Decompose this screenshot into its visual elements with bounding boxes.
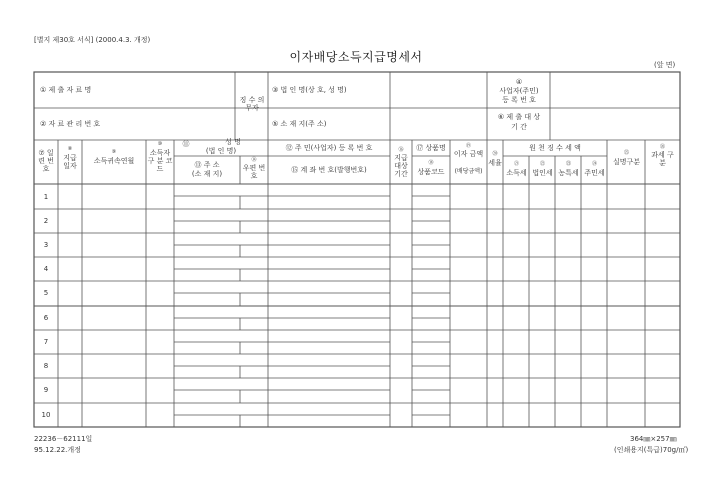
withholder-label: 징 수 의무자 [239, 96, 265, 112]
footer-revised: 95.12.22.개정 [34, 446, 81, 454]
col-resident-no: ⑫ 주 민(사업자) 등 록 번 호 [285, 144, 373, 152]
col-wh-income-num: ㉑ [513, 161, 519, 167]
col-income-attr: 소득귀속연월 [93, 157, 135, 165]
period-label-1: ⑥ 제 출 대 상 [497, 113, 541, 121]
col-tax-class: 과세 구분 [651, 151, 674, 167]
submitter-label: ① 제 출 자 료 명 [40, 86, 92, 94]
row-number: 2 [43, 217, 49, 225]
col-wh-income: 소득세 [506, 169, 527, 177]
row-number: 1 [43, 193, 49, 201]
col-interest-sub: (배당금액) [454, 168, 483, 175]
row-number: 9 [43, 386, 49, 394]
col-income-num: ⑨ [111, 149, 117, 155]
col-pay-date: 지급 일자 [63, 154, 77, 170]
col-tax-rate: 세율 [488, 159, 502, 167]
row-number: 3 [43, 241, 49, 249]
col-wh-farm-num: ㉓ [565, 161, 571, 167]
col-wh-farm: 농특세 [558, 169, 579, 177]
col-withholding: 원 천 징 수 세 액 [529, 144, 581, 152]
col-postal: 우편 번호 [242, 164, 266, 180]
col-real-name: 실명구분 [612, 158, 641, 166]
col-serial-no: ⑦ 일련 번호 [38, 149, 54, 173]
col-wh-corp: 법인세 [532, 169, 553, 177]
row-number: 7 [43, 338, 49, 346]
col-name: 성 명 [225, 138, 241, 146]
footer-size: 364㎜×257㎜ [630, 435, 677, 443]
col-product-code: 상품코드 [417, 168, 445, 176]
col-wh-resident: 주민세 [584, 169, 605, 177]
col-wh-resident-num: ㉔ [591, 161, 597, 167]
col-pay-date-num: ⑧ [67, 146, 73, 152]
biz-no-label-1: 사업자(주민) [499, 87, 539, 95]
col-address-sub: (소 재 지) [191, 170, 223, 178]
col-name-num: ⑪ [182, 140, 190, 148]
col-real-name-num: ㉕ [623, 150, 629, 156]
col-interest: 이자 금액 [453, 150, 484, 158]
col-tax-rate-num: ⑳ [492, 151, 498, 157]
row-number: 5 [43, 289, 49, 297]
row-number: 8 [43, 362, 49, 370]
row-number: 10 [41, 411, 51, 419]
col-name-sub: (법 인 명) [205, 147, 237, 155]
period-label-2: 기 간 [511, 123, 527, 131]
col-product-name: ⑰ 상품명 [416, 144, 446, 152]
data-mgmt-label: ② 자 료 관 리 번 호 [40, 120, 101, 128]
col-product-code-num: ⑱ [428, 160, 434, 166]
biz-no-label-2: 등 록 번 호 [502, 96, 536, 104]
col-postal-num: ⑭ [251, 157, 257, 163]
col-interest-num: ⑲ [465, 143, 471, 149]
form-reference: [별지 제30호 서식] (2000.4.3. 개정) [34, 36, 151, 44]
col-period: 지급 대상 기간 [394, 154, 408, 178]
col-address: ⑬ 주 소 [194, 161, 220, 169]
page-title: 이자배당소득지급명세서 [289, 50, 423, 64]
row-number: 6 [43, 314, 49, 322]
address-label: ⑤ 소 재 지(주 소) [272, 120, 327, 128]
col-period-num: ⑯ [398, 147, 404, 153]
col-income-type-num: ⑩ [157, 141, 163, 147]
row-number: 4 [43, 265, 49, 273]
page-side-label: (앞 면) [654, 61, 676, 69]
col-income-type: 소득자 구 분 코 드 [147, 149, 173, 173]
corp-name-label: ③ 법 인 명(상 호, 성 명) [272, 86, 347, 94]
biz-no-num: ④ [515, 78, 523, 86]
col-account-no: ⑮ 계 좌 번 호(발행번호) [291, 166, 367, 174]
footer-paper: (인쇄용지(특급)70g/㎡) [614, 446, 689, 454]
col-tax-class-num: ㉖ [659, 144, 665, 150]
col-wh-corp-num: ㉒ [539, 161, 545, 167]
footer-form-no: 22236－62111일 [34, 435, 93, 443]
